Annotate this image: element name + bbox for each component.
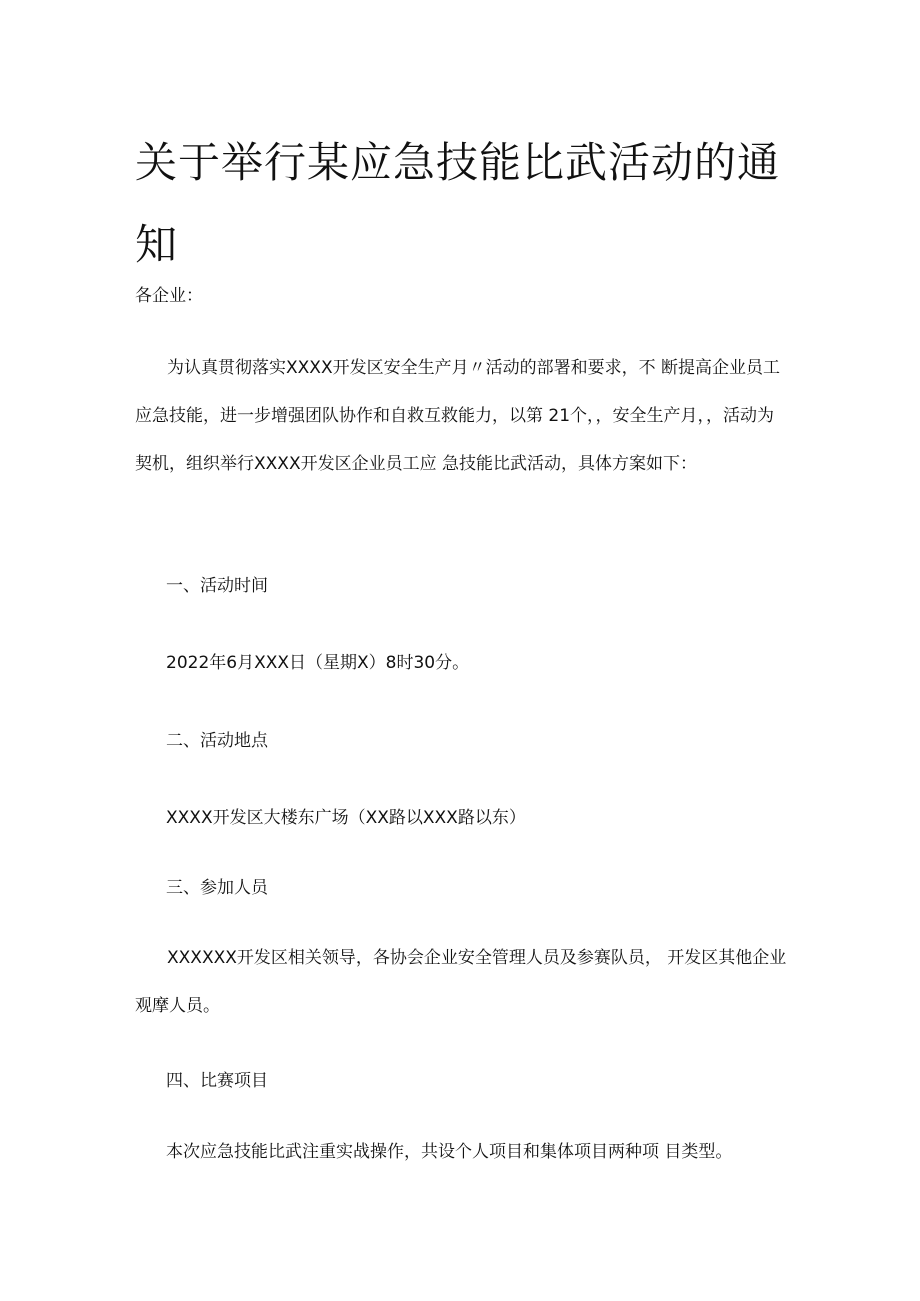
competition-items-paragraph: 本次应急技能比武注重实战操作，共设个人项目和集体项目两种项 目类型。 [166,1142,733,1162]
participants-paragraph: XXXXXX开发区相关领导，各协会企业安全管理人员及参赛队员， 开发区其他企业观摩人员。 [135,948,787,1016]
intro-paragraph: 为认真贯彻落实XXXX开发区安全生产月〃活动的部署和要求，不 断提高企业员工应急技能，进一步增强团队协作和自救互救能力，以第 21个，，安全生产月，，活动为契机，组织举行XXXX开发区企业员工应 急技能比武活动，具体方案如下： [135,358,780,474]
section-heading-participants: 三、参加人员 [166,878,268,898]
event-location: XXXX开发区大楼东广场（XX路以XXX路以东） [166,808,526,828]
section-heading-items: 四、比赛项目 [166,1071,268,1091]
event-time: 2022年6月XXX日（星期X）8时30分。 [166,653,470,673]
notice-title: 关于举行某应急技能比武活动的通知 [135,138,781,269]
section-heading-location: 二、活动地点 [166,731,268,751]
salutation: 各企业： [135,286,203,306]
section-heading-time: 一、活动时间 [166,576,268,596]
